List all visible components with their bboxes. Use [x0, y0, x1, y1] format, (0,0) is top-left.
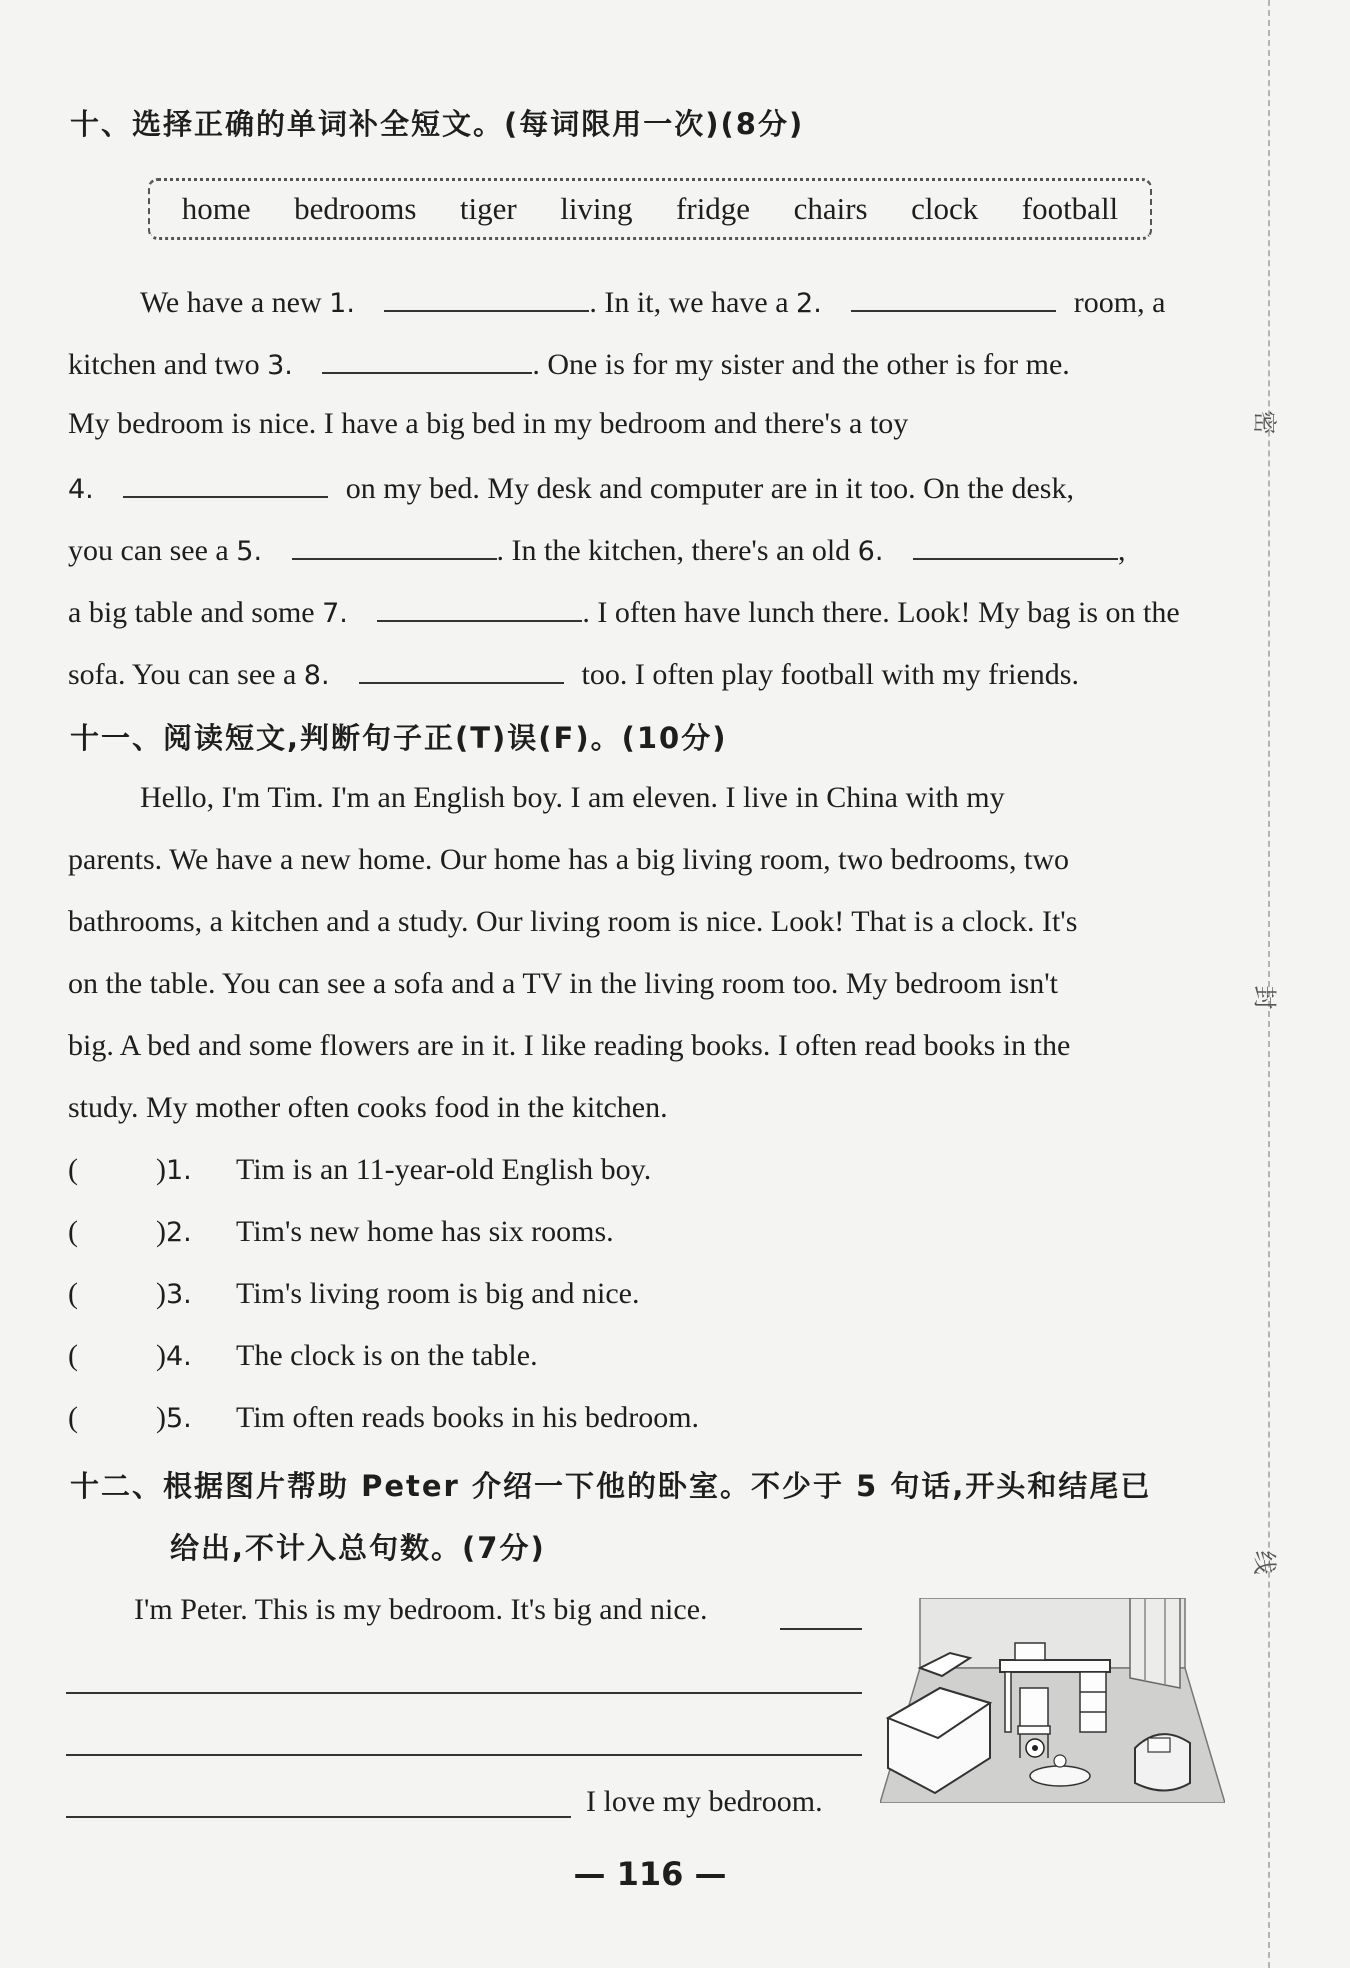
tf-answer-box[interactable]: (	[68, 1153, 78, 1186]
tf-number: )3.	[156, 1277, 192, 1310]
tf-question-2: ( )2. Tim's new home has six rooms.	[68, 1210, 614, 1254]
passage-line: study. My mother often cooks food in the kitchen.	[68, 1091, 668, 1124]
word-bank-item: home	[181, 191, 251, 226]
tf-number: )2.	[156, 1215, 192, 1248]
cloze-line-3: My bedroom is nice. I have a big bed in my bedroom and there's a toy	[68, 407, 909, 440]
passage-line: big. A bed and some flowers are in it. I like reading books. I often read books in the	[68, 1029, 1071, 1062]
section-12-title: 十二、根据图片帮助 Peter 介绍一下他的卧室。不少于 5 句话,开头和结尾已	[70, 1469, 1152, 1503]
answer-blank[interactable]	[359, 650, 564, 684]
tf-number: )1.	[156, 1153, 192, 1186]
word-bank-item: bedrooms	[294, 191, 417, 226]
word-bank-item: clock	[911, 191, 979, 226]
word-bank-item: football	[1021, 191, 1119, 226]
writing-end-sentence: I love my bedroom.	[586, 1785, 823, 1818]
word-bank-item: living	[560, 191, 633, 226]
section-10-title: 十、选择正确的单词补全短文。(每词限用一次)(8分)	[70, 107, 805, 141]
writing-line[interactable]	[66, 1816, 571, 1818]
cloze-line-1: We have a new 1. . In it, we have a 2. room, a	[68, 278, 1233, 322]
tf-question-1: ( )1. Tim is an 11-year-old English boy.	[68, 1148, 651, 1192]
cloze-line-7: sofa. You can see a 8. too. I often play football with my friends.	[68, 650, 1233, 694]
word-bank	[148, 178, 1152, 240]
side-mark-xian: 线	[1250, 1550, 1279, 1575]
tf-answer-box[interactable]: (	[68, 1215, 78, 1248]
answer-blank[interactable]	[322, 340, 532, 374]
word-bank-item: tiger	[459, 191, 517, 226]
section-12-title-cont: 给出,不计入总句数。(7分)	[170, 1531, 546, 1565]
tf-answer-box[interactable]: (	[68, 1277, 78, 1310]
cloze-line-4: 4. on my bed. My desk and computer are in it too. On the desk,	[68, 464, 1233, 508]
word-bank-item: chairs	[793, 191, 868, 226]
section-11-title: 十一、阅读短文,判断句子正(T)误(F)。(10分)	[70, 721, 728, 755]
side-mark-feng: 封	[1250, 985, 1279, 1010]
answer-blank[interactable]	[384, 278, 589, 312]
tf-question-3: ( )3. Tim's living room is big and nice.	[68, 1272, 639, 1316]
tf-question-4: ( )4. The clock is on the table.	[68, 1334, 538, 1378]
tf-question-5: ( )5. Tim often reads books in his bedroom.	[68, 1396, 699, 1440]
answer-blank[interactable]	[377, 588, 582, 622]
binding-cut-line	[1268, 0, 1270, 1968]
page-number: — 116 —	[573, 1855, 727, 1893]
tf-answer-box[interactable]: (	[68, 1401, 78, 1434]
side-mark-mi: 密	[1250, 410, 1279, 435]
cloze-line-6: a big table and some 7. . I often have lunch there. Look! My bag is on the	[68, 588, 1233, 632]
passage-line: bathrooms, a kitchen and a study. Our living room is nice. Look! That is a clock. It's	[68, 905, 1078, 938]
word-bank-item: fridge	[676, 191, 751, 226]
writing-start-sentence: I'm Peter. This is my bedroom. It's big and nice.	[134, 1593, 708, 1626]
tf-number: )4.	[156, 1339, 192, 1372]
tf-number: )5.	[156, 1401, 192, 1434]
answer-blank[interactable]	[292, 526, 497, 560]
answer-blank[interactable]	[913, 526, 1118, 560]
cloze-line-5: you can see a 5. . In the kitchen, there's an old 6. ,	[68, 526, 1233, 570]
answer-blank[interactable]	[851, 278, 1056, 312]
passage-line: on the table. You can see a sofa and a TV in the living room too. My bedroom isn't	[68, 967, 1058, 1000]
cloze-line-2: kitchen and two 3. . One is for my sister and the other is for me.	[68, 340, 1233, 384]
bedroom-illustration	[880, 1598, 1225, 1803]
writing-line[interactable]	[66, 1692, 862, 1694]
tf-answer-box[interactable]: (	[68, 1339, 78, 1372]
answer-blank[interactable]	[123, 464, 328, 498]
passage-line: parents. We have a new home. Our home has a big living room, two bedrooms, two	[68, 843, 1069, 876]
passage-line: Hello, I'm Tim. I'm an English boy. I am eleven. I live in China with my	[140, 781, 1005, 814]
writing-line[interactable]	[66, 1754, 862, 1756]
writing-line[interactable]	[780, 1628, 862, 1630]
